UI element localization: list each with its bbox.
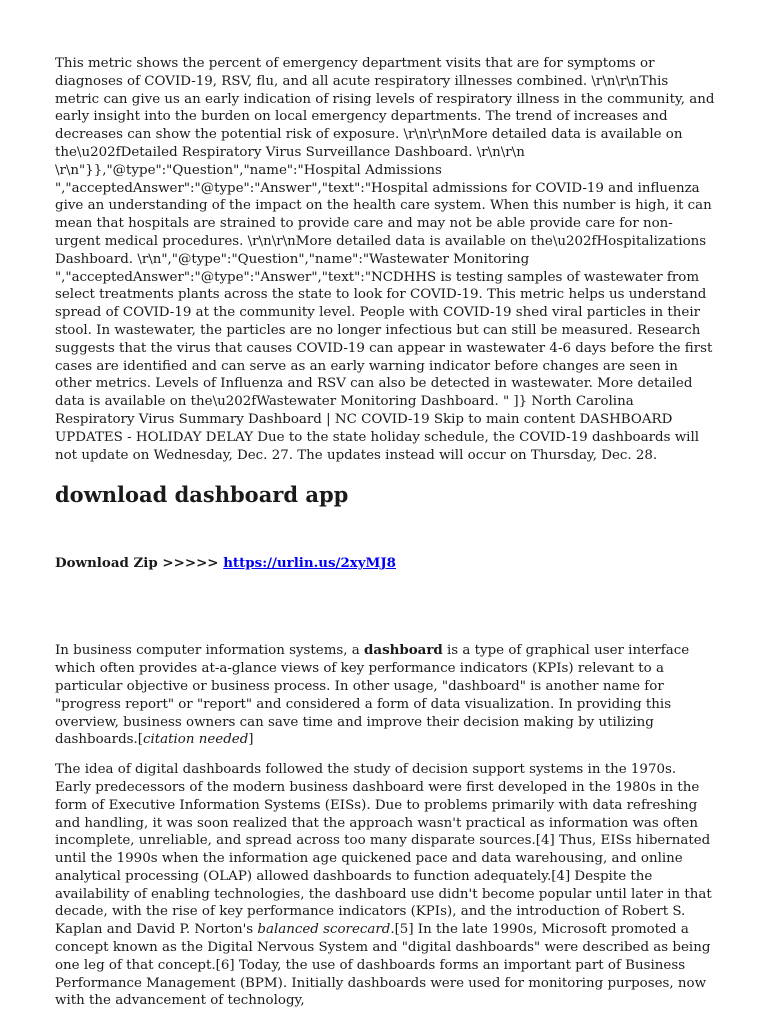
history-text-end: .[5] In the late 1990s, Microsoft promoted a concept known as the Digital Nervous System and "digital dashboards" were described as being one leg of that concept.[6] Today, the use of dashboards forms an important part of Business Performance Management (BPM). Initially dashboards were used for monitoring purposes, now with the advancement of technology,	[55, 922, 711, 1009]
history-text-start: The idea of digital dashboards followed the study of decision support systems in the 1970s. Early predecessors of the modern business dashboard were first developed in the 1980s in the form of Executive Information Systems (EISs). Due to problems primarily with data refreshing and handling, it was soon realized that the approach wasn't practical as information was often incomplete, unreliable, and spread across too many disparate sources.[4] Thus, EISs hibernated until the 1990s when the information age quickened pace and data warehousing, and online analytical processing (OLAP) allowed dashboards to function adequately.[4] Despite the availability of enabling technologies, the dashboard use didn't become popular until later in that decade, with the rise of key performance indicators (KPIs), and the introduction of Robert S. Kaplan and David P. Norton's	[55, 762, 712, 938]
definition-text-middle: is a type of graphical user interface which often provides at-a-glance views of key performance indicators (KPIs) relevant to a particular objective or business process. In other usage, "dashboard" is another name for "progress report" or "report" and considered a form of data visualization. In providing this overview, business owners can save time and improve their decision making by utilizing dashboards.[	[55, 643, 690, 748]
definition-text-start: In business computer information systems, a	[55, 643, 365, 659]
intro-paragraph: This metric shows the percent of emergency department visits that are for symptoms or diagnoses of COVID-19, RSV, flu, and all acute respiratory illnesses combined. \r\n\r\nThis metric can give us an early indication of rising levels of respiratory illness in the community, and early insight into the burden on local emergency departments. The trend of increases and decreases can show the potential risk of exposure. \r\n\r\nMore detailed data is available on the\u202fDetailed Respiratory Virus Surveillance Dashboard. \r\n\r\n \r\n"}},"@type":"Question","name":"Hospital Admissions ","acceptedAnswer":"@type":"Answer","text":"Hospital admissions for COVID-19 and influenza give an understanding of the impact on the health care system. When this number is high, it can mean that hospitals are strained to provide care and may not be able provide care for non-urgent medical procedures. \r\n\r\nMore detailed data is available on the\u202fHospitalizations Dashboard. \r\n","@type":"Question","name":"Wastewater Monitoring ","acceptedAnswer":"@type":"Answer","text":"NCDHHS is testing samples of wastewater from select treatments plants across the state to look for COVID-19. This metric helps us understand spread of COVID-19 at the community level. People with COVID-19 shed viral particles in their stool. In wastewater, the particles are no longer infectious but can still be measured. Research suggests that the virus that causes COVID-19 can appear in wastewater 4-6 days before the first cases are identified and can serve as an early warning indicator before changes are seen in other metrics. Levels of Influenza and RSV can also be detected in wastewater. More detailed data is available on the\u202fWastewater Monitoring Dashboard. " ]} North Carolina Respiratory Virus Summary Dashboard | NC COVID-19 Skip to main content DASHBOARD UPDATES - HOLIDAY DELAY Due to the state holiday schedule, the COVID-19 dashboards will not update on Wednesday, Dec. 27. The updates instead will occur on Thursday, Dec. 28.	[55, 56, 715, 463]
download-link[interactable]: https://urlin.us/2xyMJ8	[223, 555, 397, 572]
download-line	[55, 554, 715, 572]
dashboard-history-paragraph	[55, 761, 715, 1010]
dashboard-term: dashboard	[364, 642, 443, 659]
download-label: Download Zip >>>>>	[55, 555, 224, 572]
page-heading: download dashboard app	[55, 482, 349, 508]
citation-needed-note: citation needed	[143, 732, 249, 748]
dashboard-definition-paragraph	[55, 642, 715, 749]
balanced-scorecard-term: balanced scorecard	[257, 922, 391, 938]
definition-text-end: ]	[248, 732, 254, 748]
